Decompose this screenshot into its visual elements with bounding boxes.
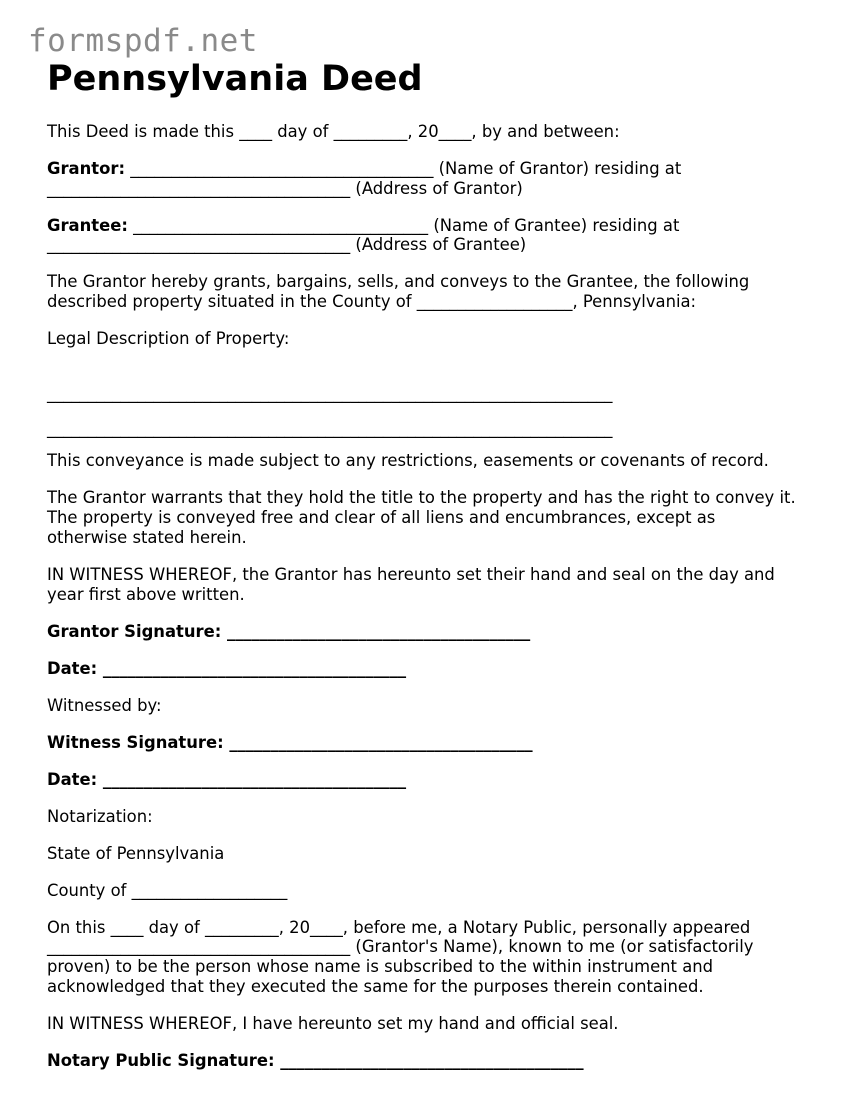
restrictions-paragraph: This conveyance is made subject to any restrictions, easements or covenants of record. — [47, 451, 769, 471]
legal-description-label: Legal Description of Property: — [47, 329, 290, 349]
grantor-address-field[interactable]: _____________________________________ (Address of Grantor) — [47, 178, 523, 198]
date-field-2[interactable]: _____________________________________ — [97, 769, 407, 789]
notary-line-4: acknowledged that they executed the same for the purposes therein contained. — [47, 976, 704, 996]
witness-signature-field[interactable]: _____________________________________ — [223, 732, 533, 752]
witness-clause-paragraph — [47, 565, 827, 604]
warranty-line-1: The Grantor warrants that they hold the title to the property and has the right to convey it. — [47, 488, 796, 508]
witness-clause-line-1: IN WITNESS WHEREOF, the Grantor has hereunto set their hand and seal on the day and — [47, 564, 775, 584]
notary-witness-paragraph: IN WITNESS WHEREOF, I have hereunto set my hand and official seal. — [47, 1013, 619, 1033]
date-label-2: Date: — [47, 769, 98, 789]
state-line: State of Pennsylvania — [47, 843, 225, 863]
conveyance-line-1: The Grantor hereby grants, bargains, sells, and conveys to the Grantee, the following — [47, 272, 750, 292]
grantor-signature-field[interactable]: _____________________________________ — [221, 621, 531, 641]
intro-paragraph: This Deed is made this ____ day of _________, 20____, by and between: — [47, 122, 620, 141]
witness-clause-line-2: year first above written. — [47, 584, 245, 604]
document-body — [47, 122, 827, 1088]
date-label-1: Date: — [47, 658, 98, 678]
witnessed-by-label: Witnessed by: — [47, 695, 162, 715]
date-row-2 — [47, 770, 827, 790]
grantee-name-field[interactable]: ____________________________________ (Name of Grantee) residing at — [127, 215, 680, 235]
date-row-1 — [47, 659, 827, 679]
page-title: Pennsylvania Deed — [47, 59, 423, 99]
witness-signature-label: Witness Signature: — [47, 732, 224, 752]
notarization-label: Notarization: — [47, 806, 153, 826]
notary-line-3: proven) to be the person whose name is subscribed to the within instrument and — [47, 957, 714, 976]
warranty-line-3: otherwise stated herein. — [47, 527, 247, 547]
grantee-address-field[interactable]: _____________________________________ (Address of Grantee) — [47, 235, 527, 255]
grantor-name-field[interactable]: _____________________________________ (Name of Grantor) residing at — [125, 159, 682, 178]
notary-line-2[interactable]: _____________________________________ (Grantor's Name), known to me (or satisfactorily — [47, 937, 754, 957]
warranty-paragraph — [47, 488, 827, 547]
grantor-signature-row — [47, 622, 827, 642]
grantee-section — [47, 216, 827, 255]
legal-description-line-2[interactable]: _____________________________________________________________________ — [47, 418, 613, 438]
witness-signature-row — [47, 733, 827, 753]
grantor-signature-label: Grantor Signature: — [47, 621, 222, 641]
notary-signature-field[interactable]: _____________________________________ — [274, 1050, 584, 1070]
notary-signature-row — [47, 1051, 827, 1071]
grantor-section — [47, 159, 827, 198]
watermark-logo: formspdf.net — [28, 23, 258, 59]
grantor-label: Grantor: — [47, 159, 125, 178]
county-field[interactable]: described property situated in the County of ___________________, Pennsylvania: — [47, 292, 697, 312]
notary-line-1[interactable]: On this ____ day of _________, 20____, before me, a Notary Public, personally appeared — [47, 917, 751, 937]
notary-paragraph — [47, 918, 827, 997]
county-line[interactable]: County of ___________________ — [47, 880, 288, 900]
warranty-line-2: The property is conveyed free and clear of all liens and encumbrances, except as — [47, 508, 716, 528]
conveyance-paragraph — [47, 272, 827, 311]
grantee-label: Grantee: — [47, 215, 128, 235]
legal-description-line-1[interactable]: _____________________________________________________________________ — [47, 384, 613, 404]
notary-signature-label: Notary Public Signature: — [47, 1050, 275, 1070]
date-field-1[interactable]: _____________________________________ — [97, 658, 407, 678]
